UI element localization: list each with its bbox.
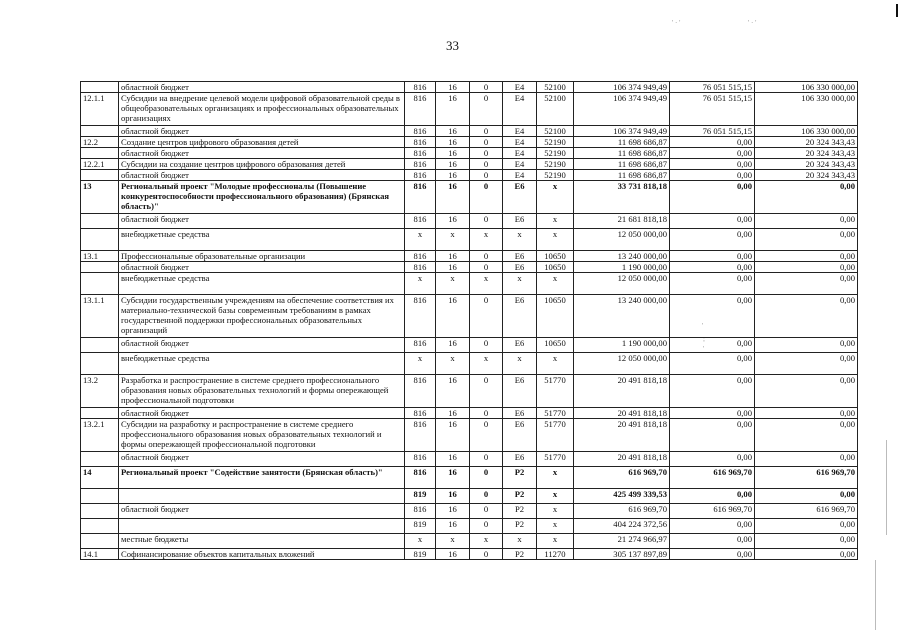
subsection-code-cell: 0 [470,126,503,137]
table-row [81,170,858,181]
row-number-cell [81,214,119,229]
row-number-cell: 13.1 [81,251,119,262]
table-row [81,504,858,519]
section-code-cell: 16 [436,159,470,170]
expense-type-cell: 52190 [537,159,574,170]
subsection-code-cell: 0 [470,170,503,181]
section-code-cell: 16 [436,214,470,229]
amount-year3-cell: 20 324 343,43 [755,148,858,159]
row-name-cell: местные бюджеты [119,534,405,549]
target-item-cell: Е6 [503,251,537,262]
amount-year2-cell: 616 969,70 [670,467,755,489]
amount-year2-cell: 0,00 [670,338,755,353]
row-number-cell [81,338,119,353]
row-name-cell: Субсидии на создание центров цифрового образования детей [119,159,405,170]
target-item-cell: Е6 [503,452,537,467]
table-row [81,82,858,93]
scan-edge-mark [896,4,898,17]
target-item-cell: Е6 [503,214,537,229]
row-number-cell [81,534,119,549]
row-number-cell [81,170,119,181]
amount-year3-cell: 106 330 000,00 [755,126,858,137]
row-number-cell: 13.2.1 [81,419,119,452]
amount-year1-cell: 11 698 686,87 [574,159,670,170]
amount-year2-cell: 0,00 [670,519,755,534]
grbs-code-cell: 816 [405,408,436,419]
table-row [81,159,858,170]
row-number-cell: 13 [81,181,119,214]
grbs-code-cell: 816 [405,82,436,93]
target-item-cell: Е4 [503,126,537,137]
row-number-cell [81,489,119,504]
grbs-code-cell: х [405,353,436,375]
table-row [81,408,858,419]
expense-type-cell: х [537,273,574,295]
amount-year3-cell: 0,00 [755,489,858,504]
amount-year2-cell: 0,00 [670,251,755,262]
table-row [81,549,858,560]
table-row [81,534,858,549]
row-name-cell: внебюджетные средства [119,229,405,251]
scan-speck: ' [703,345,705,353]
grbs-code-cell: 816 [405,504,436,519]
expense-type-cell: 51770 [537,408,574,419]
row-name-cell: областной бюджет [119,338,405,353]
row-name-cell: областной бюджет [119,214,405,229]
row-name-cell: областной бюджет [119,452,405,467]
subsection-code-cell: х [470,353,503,375]
amount-year3-cell: 0,00 [755,549,858,560]
table-row [81,467,858,489]
amount-year1-cell: 106 374 949,49 [574,82,670,93]
row-name-cell: Разработка и распространение в системе среднего профессионального образования новых образовательных технологий и формы опережающей профессиональной подготовки [119,375,405,408]
target-item-cell: х [503,534,537,549]
grbs-code-cell: 816 [405,338,436,353]
table-row [81,338,858,353]
target-item-cell: Р2 [503,504,537,519]
expense-type-cell: 52100 [537,126,574,137]
amount-year3-cell: 0,00 [755,519,858,534]
amount-year2-cell: 0,00 [670,262,755,273]
target-item-cell: Е6 [503,375,537,408]
amount-year3-cell: 0,00 [755,375,858,408]
grbs-code-cell: 816 [405,262,436,273]
row-name-cell: областной бюджет [119,504,405,519]
grbs-code-cell: 816 [405,170,436,181]
row-name-cell: Региональный проект "Молодые профессионалы (Повышение конкурентоспособности профессионального образования) (Брянская область)" [119,181,405,214]
amount-year2-cell: 0,00 [670,229,755,251]
section-code-cell: х [436,229,470,251]
subsection-code-cell: 0 [470,549,503,560]
budget-table [80,81,858,560]
amount-year1-cell: 13 240 000,00 [574,251,670,262]
amount-year3-cell: 0,00 [755,295,858,338]
grbs-code-cell: 816 [405,375,436,408]
scan-bleed-line [875,560,876,630]
amount-year2-cell: 76 051 515,15 [670,82,755,93]
amount-year2-cell: 0,00 [670,452,755,467]
amount-year1-cell: 305 137 897,89 [574,549,670,560]
amount-year3-cell: 20 324 343,43 [755,170,858,181]
subsection-code-cell: 0 [470,504,503,519]
amount-year1-cell: 106 374 949,49 [574,126,670,137]
section-code-cell: 16 [436,126,470,137]
section-code-cell: 16 [436,93,470,126]
scan-bleed-line [886,440,887,535]
table-row [81,262,858,273]
section-code-cell: 16 [436,452,470,467]
amount-year2-cell: 0,00 [670,295,755,338]
amount-year1-cell: 1 190 000,00 [574,338,670,353]
amount-year1-cell: 404 224 372,56 [574,519,670,534]
amount-year2-cell: 76 051 515,15 [670,126,755,137]
expense-type-cell: х [537,504,574,519]
amount-year1-cell: 20 491 818,18 [574,408,670,419]
amount-year3-cell: 0,00 [755,419,858,452]
amount-year1-cell: 11 698 686,87 [574,170,670,181]
row-number-cell [81,126,119,137]
amount-year1-cell: 425 499 339,53 [574,489,670,504]
table-row [81,181,858,214]
amount-year1-cell: 11 698 686,87 [574,137,670,148]
amount-year3-cell: 0,00 [755,452,858,467]
amount-year3-cell: 0,00 [755,353,858,375]
section-code-cell: 16 [436,251,470,262]
page-number: 33 [446,38,459,53]
target-item-cell: х [503,229,537,251]
amount-year2-cell: 0,00 [670,353,755,375]
grbs-code-cell: 816 [405,467,436,489]
amount-year3-cell: 0,00 [755,181,858,214]
amount-year3-cell: 0,00 [755,214,858,229]
target-item-cell: х [503,353,537,375]
amount-year2-cell: 0,00 [670,148,755,159]
grbs-code-cell: х [405,273,436,295]
row-name-cell: Региональный проект "Содействие занятости (Брянская область)" [119,467,405,489]
subsection-code-cell: 0 [470,452,503,467]
target-item-cell: Е4 [503,159,537,170]
subsection-code-cell: 0 [470,137,503,148]
section-code-cell: х [436,353,470,375]
table-row [81,489,858,504]
grbs-code-cell: 816 [405,295,436,338]
amount-year1-cell: 12 050 000,00 [574,229,670,251]
expense-type-cell: 10650 [537,338,574,353]
amount-year2-cell: 616 969,70 [670,504,755,519]
row-number-cell [81,519,119,534]
section-code-cell: 16 [436,489,470,504]
amount-year2-cell: 0,00 [670,181,755,214]
grbs-code-cell: 816 [405,419,436,452]
table-row [81,214,858,229]
amount-year1-cell: 20 491 818,18 [574,375,670,408]
amount-year3-cell: 616 969,70 [755,467,858,489]
scan-speck: ; [703,335,705,343]
row-number-cell [81,148,119,159]
amount-year1-cell: 20 491 818,18 [574,419,670,452]
target-item-cell: Е6 [503,295,537,338]
subsection-code-cell: 0 [470,262,503,273]
grbs-code-cell: 816 [405,148,436,159]
subsection-code-cell: 0 [470,159,503,170]
row-number-cell [81,262,119,273]
row-name-cell [119,489,405,504]
row-name-cell: Создание центров цифрового образования детей [119,137,405,148]
row-name-cell: областной бюджет [119,148,405,159]
row-number-cell [81,408,119,419]
amount-year3-cell: 106 330 000,00 [755,82,858,93]
expense-type-cell: 52190 [537,137,574,148]
grbs-code-cell: 816 [405,93,436,126]
amount-year1-cell: 13 240 000,00 [574,295,670,338]
target-item-cell: Е4 [503,82,537,93]
target-item-cell: Е4 [503,93,537,126]
amount-year2-cell: 0,00 [670,549,755,560]
target-item-cell: Е6 [503,419,537,452]
section-code-cell: 16 [436,419,470,452]
amount-year2-cell: 0,00 [670,419,755,452]
subsection-code-cell: 0 [470,148,503,159]
grbs-code-cell: 819 [405,549,436,560]
table-row [81,273,858,295]
row-number-cell [81,273,119,295]
amount-year3-cell: 20 324 343,43 [755,159,858,170]
amount-year1-cell: 33 731 818,18 [574,181,670,214]
row-number-cell [81,82,119,93]
expense-type-cell: 51770 [537,452,574,467]
target-item-cell: Е6 [503,181,537,214]
amount-year2-cell: 0,00 [670,375,755,408]
row-number-cell: 14 [81,467,119,489]
amount-year2-cell: 0,00 [670,408,755,419]
grbs-code-cell: 816 [405,126,436,137]
table-row [81,251,858,262]
amount-year3-cell: 616 969,70 [755,504,858,519]
target-item-cell: Е4 [503,137,537,148]
expense-type-cell: х [537,489,574,504]
target-item-cell: Е4 [503,148,537,159]
amount-year3-cell: 0,00 [755,408,858,419]
table-row [81,137,858,148]
table-row [81,126,858,137]
amount-year1-cell: 12 050 000,00 [574,353,670,375]
scan-speck: ' [702,322,704,330]
row-number-cell [81,353,119,375]
expense-type-cell: 52100 [537,93,574,126]
subsection-code-cell: х [470,229,503,251]
amount-year3-cell: 0,00 [755,338,858,353]
section-code-cell: 16 [436,549,470,560]
table-row [81,519,858,534]
section-code-cell: 16 [436,519,470,534]
expense-type-cell: х [537,229,574,251]
section-code-cell: х [436,534,470,549]
amount-year3-cell: 0,00 [755,262,858,273]
grbs-code-cell: 816 [405,159,436,170]
row-number-cell: 13.2 [81,375,119,408]
amount-year2-cell: 0,00 [670,489,755,504]
subsection-code-cell: 0 [470,375,503,408]
amount-year3-cell: 0,00 [755,534,858,549]
scan-speck: ' · ' [748,19,757,27]
grbs-code-cell: 816 [405,251,436,262]
amount-year2-cell: 0,00 [670,170,755,181]
amount-year2-cell: 0,00 [670,159,755,170]
grbs-code-cell: 816 [405,137,436,148]
row-number-cell: 14.1 [81,549,119,560]
amount-year3-cell: 20 324 343,43 [755,137,858,148]
table-row [81,419,858,452]
section-code-cell: 16 [436,170,470,181]
target-item-cell: Е6 [503,262,537,273]
table-row [81,375,858,408]
amount-year1-cell: 11 698 686,87 [574,148,670,159]
target-item-cell: Р2 [503,519,537,534]
grbs-code-cell: 816 [405,452,436,467]
amount-year1-cell: 12 050 000,00 [574,273,670,295]
row-name-cell: областной бюджет [119,126,405,137]
subsection-code-cell: 0 [470,419,503,452]
amount-year3-cell: 0,00 [755,229,858,251]
section-code-cell: 16 [436,338,470,353]
grbs-code-cell: 819 [405,519,436,534]
row-number-cell: 12.2.1 [81,159,119,170]
amount-year1-cell: 1 190 000,00 [574,262,670,273]
section-code-cell: 16 [436,137,470,148]
row-name-cell: областной бюджет [119,262,405,273]
expense-type-cell: 52190 [537,148,574,159]
expense-type-cell: 10650 [537,251,574,262]
expense-type-cell: 11270 [537,549,574,560]
section-code-cell: х [436,273,470,295]
expense-type-cell: х [537,534,574,549]
subsection-code-cell: 0 [470,181,503,214]
section-code-cell: 16 [436,181,470,214]
row-number-cell: 12.2 [81,137,119,148]
row-name-cell: Профессиональные образовательные организации [119,251,405,262]
target-item-cell: Р2 [503,549,537,560]
target-item-cell: Е4 [503,170,537,181]
table-row [81,452,858,467]
table-row [81,148,858,159]
expense-type-cell: 10650 [537,295,574,338]
subsection-code-cell: 0 [470,489,503,504]
row-name-cell [119,519,405,534]
subsection-code-cell: 0 [470,408,503,419]
amount-year1-cell: 616 969,70 [574,467,670,489]
section-code-cell: 16 [436,504,470,519]
amount-year2-cell: 0,00 [670,214,755,229]
grbs-code-cell: 819 [405,489,436,504]
subsection-code-cell: 0 [470,251,503,262]
subsection-code-cell: 0 [470,338,503,353]
row-name-cell: областной бюджет [119,82,405,93]
table-row [81,229,858,251]
grbs-code-cell: х [405,229,436,251]
amount-year1-cell: 106 374 949,49 [574,93,670,126]
row-name-cell: Субсидии государственным учреждениям на обеспечение соответствия их материально-технической базы современным требованиям в рамках государственной поддержки профессиональных образовательных организаций [119,295,405,338]
grbs-code-cell: 816 [405,214,436,229]
target-item-cell: Е6 [503,338,537,353]
grbs-code-cell: 816 [405,181,436,214]
amount-year1-cell: 21 274 966,97 [574,534,670,549]
amount-year2-cell: 0,00 [670,534,755,549]
amount-year3-cell: 106 330 000,00 [755,93,858,126]
row-name-cell: областной бюджет [119,408,405,419]
amount-year3-cell: 0,00 [755,273,858,295]
scan-speck: ' · ' [672,19,681,27]
expense-type-cell: 52190 [537,170,574,181]
section-code-cell: 16 [436,295,470,338]
row-name-cell: областной бюджет [119,170,405,181]
section-code-cell: 16 [436,148,470,159]
grbs-code-cell: х [405,534,436,549]
subsection-code-cell: 0 [470,519,503,534]
row-name-cell: Субсидии на разработку и распространение в системе среднего профессионального образования новых образовательных технологий и формы опережающей профессиональной подготовки [119,419,405,452]
amount-year2-cell: 0,00 [670,273,755,295]
section-code-cell: 16 [436,408,470,419]
expense-type-cell: х [537,519,574,534]
row-name-cell: внебюджетные средства [119,273,405,295]
table-row [81,93,858,126]
expense-type-cell: х [537,467,574,489]
subsection-code-cell: 0 [470,295,503,338]
expense-type-cell: 51770 [537,375,574,408]
section-code-cell: 16 [436,467,470,489]
row-number-cell: 13.1.1 [81,295,119,338]
section-code-cell: 16 [436,262,470,273]
amount-year1-cell: 616 969,70 [574,504,670,519]
amount-year2-cell: 76 051 515,15 [670,93,755,126]
expense-type-cell: х [537,181,574,214]
target-item-cell: Р2 [503,467,537,489]
expense-type-cell: х [537,353,574,375]
amount-year1-cell: 20 491 818,18 [574,452,670,467]
amount-year1-cell: 21 681 818,18 [574,214,670,229]
subsection-code-cell: 0 [470,467,503,489]
subsection-code-cell: х [470,273,503,295]
row-number-cell [81,452,119,467]
row-name-cell: Софинансирование объектов капитальных вложений [119,549,405,560]
row-number-cell [81,504,119,519]
row-number-cell: 12.1.1 [81,93,119,126]
target-item-cell: Р2 [503,489,537,504]
subsection-code-cell: 0 [470,82,503,93]
amount-year3-cell: 0,00 [755,251,858,262]
table-row [81,295,858,338]
subsection-code-cell: х [470,534,503,549]
section-code-cell: 16 [436,82,470,93]
target-item-cell: Е6 [503,408,537,419]
subsection-code-cell: 0 [470,214,503,229]
expense-type-cell: 51770 [537,419,574,452]
expense-type-cell: х [537,214,574,229]
expense-type-cell: 10650 [537,262,574,273]
target-item-cell: х [503,273,537,295]
section-code-cell: 16 [436,375,470,408]
subsection-code-cell: 0 [470,93,503,126]
table-row [81,353,858,375]
row-name-cell: внебюджетные средства [119,353,405,375]
amount-year2-cell: 0,00 [670,137,755,148]
expense-type-cell: 52100 [537,82,574,93]
row-number-cell [81,229,119,251]
row-name-cell: Субсидии на внедрение целевой модели цифровой образовательной среды в общеобразовательных организациях и профессиональных образовательных организациях [119,93,405,126]
